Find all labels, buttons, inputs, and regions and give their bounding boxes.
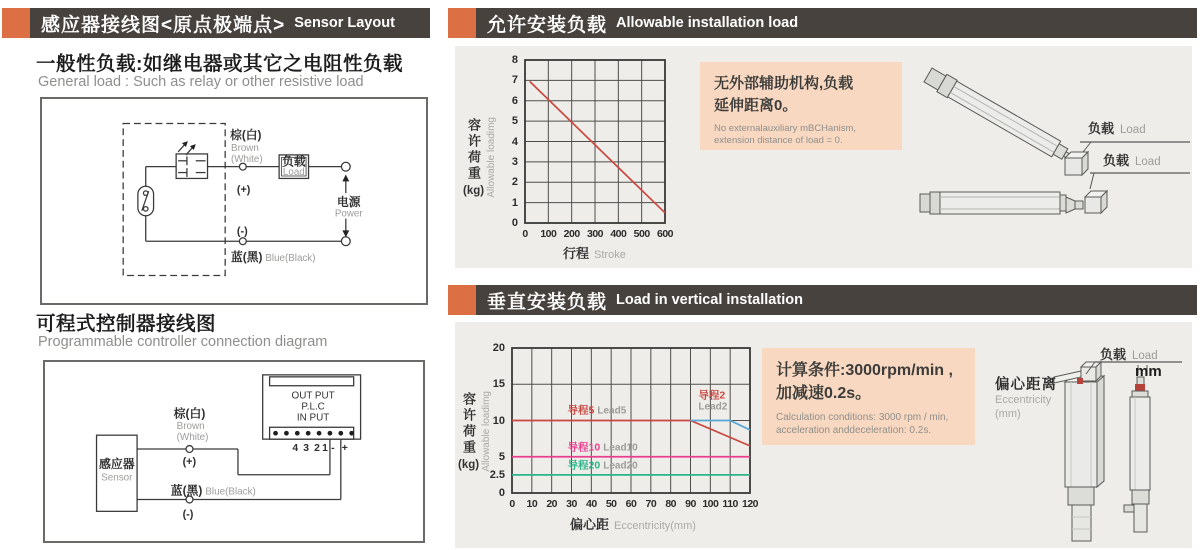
header-accent-block [2, 8, 30, 38]
plc-section-title: 可程式控制器接线图 [36, 313, 217, 335]
load-cube-top [1081, 367, 1096, 381]
actuator-illustration-vertical [988, 327, 1193, 547]
x-label-zh: 偏心距 [570, 517, 610, 532]
actuator-column-left [1065, 382, 1097, 487]
general-load-title: 一般性负载:如继电器或其它之电阻性负载 [36, 53, 403, 75]
power-label-en: Power [334, 208, 363, 220]
chart2-x-axis-label [570, 514, 696, 534]
wire-label-brown-en1: Brown [231, 142, 259, 154]
eccentricity-label: 偏心距离 Eccentricity (mm) [995, 377, 1057, 420]
header-bar [476, 8, 1197, 38]
plc-label-output: OUT PUT [291, 390, 335, 402]
wire-label-brown-en1: Brown [176, 421, 205, 433]
y-label-unit: (kg) [458, 459, 480, 471]
wire-label-brown-en2: (White) [176, 432, 209, 444]
red-marker [1135, 384, 1145, 391]
header-title-en: Load in vertical installation [616, 292, 803, 308]
eccentricity-load-chart: 0 10 20 30 40 50 60 70 80 90 100 110 120 0 2.5 5 10 15 20 导程5 Lead5 导程2 Lead2 导程10 Lead10 导程20 Lead20 [489, 342, 759, 510]
circuit1-svg [42, 99, 426, 303]
terminal-3: 3 [303, 443, 310, 455]
wire-label-brown-zh: 棕(白) [230, 129, 262, 143]
load-box-label-zh: 负载 [282, 155, 306, 169]
header-bar [476, 285, 1197, 315]
sensor-label-zh: 感应器 [99, 456, 135, 471]
terminal-circle-plus [341, 162, 350, 171]
x-label-en: Eccentricity(mm) [614, 520, 696, 532]
vertical-load-panel [455, 322, 1192, 548]
chart2-y-axis-label [458, 374, 492, 489]
terminal-1: 1 [322, 443, 328, 455]
y-label-zh: 容许荷重 [461, 392, 477, 456]
actuator-column-right [1130, 397, 1150, 490]
load-tag-vertical: 负载 Load [1100, 347, 1158, 362]
chart1-y-axis-label [463, 101, 497, 213]
minus-sign: (-) [236, 225, 248, 238]
sensor-label-en: Sensor [101, 472, 133, 484]
led-block [176, 154, 207, 179]
y-label-en: Allowable loadimg [481, 391, 493, 472]
header-title-zh: 垂直安装负载 [487, 291, 608, 313]
stroke-load-chart: 0 100 200 300 400 500 600 0 1 2 3 4 5 6 7 8 [511, 54, 674, 240]
header-title-en: Sensor Layout [294, 15, 395, 31]
mm-label: mm [1135, 363, 1162, 380]
wire-label-blue-zh: 蓝(黑) [231, 250, 263, 264]
section-header-allowable-load [448, 8, 1197, 38]
wire-label-blue-zh: 蓝(黑) [170, 483, 203, 498]
header-bar [30, 8, 430, 38]
load-tag-1: 负载 Load [1088, 121, 1146, 136]
power-down-arrow-icon [342, 230, 349, 237]
terminal-2: 2 [314, 443, 320, 455]
plc-wiring-diagram [43, 360, 425, 543]
note-extension-distance: 无外部辅助机构,负载 延伸距离0。 No externalauxiliary mBCHanism, extension distance of load = 0. [700, 62, 902, 150]
load-box-label-en: Load [282, 167, 305, 179]
wire-label-brown-en2: (White) [231, 153, 263, 165]
load-cube-2 [1085, 197, 1101, 213]
minus-sign: (-) [182, 508, 194, 521]
power-label-zh: 电源 [337, 195, 361, 209]
plc-label-plc: P.L.C [301, 401, 325, 413]
header-accent-block [448, 8, 476, 38]
note-calculation-conditions: 计算条件:3000rpm/min , 加减速0.2s。 Calculation conditions: 3000 rpm / min, acceleration anddeceleration: 0.2s. [762, 348, 975, 445]
allowable-load-panel [455, 46, 1192, 268]
load-cube-1 [1065, 158, 1082, 175]
general-load-subtitle: General load : Such as relay or other resistive load [38, 74, 364, 90]
power-up-arrow-icon [342, 175, 349, 182]
y-label-zh: 容许荷重 [466, 117, 482, 182]
x-label-en: Stroke [594, 249, 626, 261]
chart1-x-axis-label [563, 243, 626, 263]
red-marker [1077, 378, 1083, 384]
y-label-en: Allowable loadimg [486, 116, 498, 198]
plus-sign: (+) [236, 184, 251, 197]
terminal-circle-minus [341, 237, 350, 246]
terminal-4: 4 [292, 443, 299, 455]
circuit2-svg [45, 362, 423, 541]
x-label-zh: 行程 [563, 246, 590, 261]
plc-section-subtitle: Programmable controller connection diagram [38, 334, 328, 350]
header-accent-block [448, 285, 476, 315]
header-title-en: Allowable installation load [616, 15, 799, 31]
section-header-sensor-layout [2, 8, 430, 38]
load-tag-2: 负载 Load [1103, 153, 1161, 168]
terminal-minus: - [331, 443, 335, 455]
plus-sign: (+) [182, 455, 197, 468]
y-label-unit: (kg) [463, 184, 485, 197]
terminal-plus: + [341, 443, 348, 455]
wire-label-blue-en: Blue(Black) [205, 486, 256, 498]
header-title-zh: 感应器接线图<原点极端点> [41, 14, 286, 36]
plc-label-input: IN PUT [296, 412, 330, 424]
general-load-wiring-diagram [40, 97, 428, 305]
header-title-zh: 允许安装负载 [487, 14, 608, 36]
wire-label-brown-zh: 棕(白) [173, 406, 206, 421]
section-header-vertical-load [448, 285, 1197, 315]
wire-label-blue-en: Blue(Black) [265, 252, 316, 264]
